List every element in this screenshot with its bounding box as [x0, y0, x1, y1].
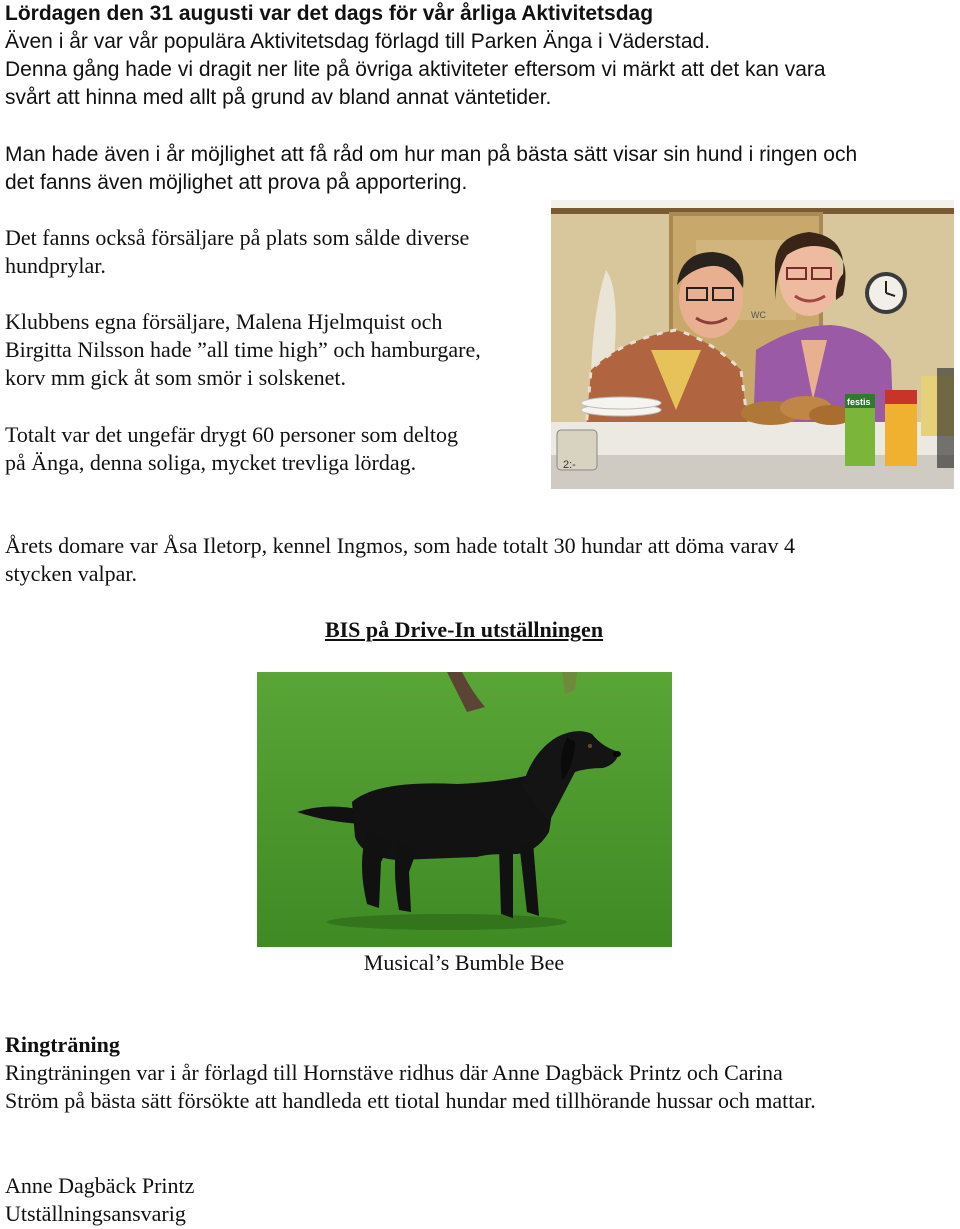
text-line: Årets domare var Åsa Iletorp, kennel Ingmos, som hade totalt 30 hundar att döma varav 4 [5, 533, 795, 558]
signature-role: Utställningsansvarig [5, 1201, 186, 1226]
signature-name: Anne Dagbäck Printz [5, 1173, 195, 1198]
text-line: det fanns även möjlighet att prova på apportering. [5, 171, 468, 194]
text-line: Man hade även i år möjlighet att få råd om hur man på bästa sätt visar sin hund i ringen och [5, 143, 858, 166]
text-line: Totalt var det ungefär drygt 60 personer som deltog [5, 422, 458, 447]
signature [5, 1172, 194, 1228]
paragraph-attendance [5, 421, 458, 477]
text-line: på Änga, denna soliga, mycket trevliga lördag. [5, 450, 417, 475]
dog-caption: Musical’s Bumble Bee [363, 950, 565, 975]
text-line: Klubbens egna försäljare, Malena Hjelmquist och [5, 309, 443, 334]
text-line: korv mm gick åt som smör i solskenet. [5, 365, 346, 390]
intro-section [5, 0, 826, 112]
paragraph-advice [5, 141, 857, 197]
intro-line: svårt att hinna med allt på grund av bland annat väntetider. [5, 86, 552, 109]
text-line: hundprylar. [5, 253, 106, 278]
bis-heading: BIS på Drive-In utställningen [324, 617, 604, 642]
text-line: Birgitta Nilsson hade ”all time high” och hamburgare, [5, 337, 481, 362]
section-heading: Ringträning [5, 1032, 120, 1057]
bis-dog-photo [257, 672, 672, 947]
price-sign: 2:- [563, 459, 576, 471]
paragraph-judge [5, 532, 795, 588]
wc-sign: WC [751, 310, 766, 320]
text-line: Ringträningen var i år förlagd till Hornstäve ridhus där Anne Dagbäck Printz och Carina [5, 1060, 783, 1085]
intro-line: Även i år var vår populära Aktivitetsdag förlagd till Parken Änga i Väderstad. [5, 30, 711, 53]
festis-label: festis [847, 397, 871, 407]
article-title: Lördagen den 31 augusti var det dags för vår årliga Aktivitetsdag [5, 2, 654, 25]
text-line: Det fanns också försäljare på plats som sålde diverse [5, 225, 470, 250]
text-line: stycken valpar. [5, 561, 137, 586]
kiosk-sellers-photo [551, 200, 954, 489]
paragraph-sellers [5, 224, 469, 280]
paragraph-club-sellers [5, 308, 481, 392]
intro-line: Denna gång hade vi dragit ner lite på övriga aktiviteter eftersom vi märkt att det kan vara [5, 58, 826, 81]
ring-training-section [5, 1031, 816, 1115]
text-line: Ström på bästa sätt försökte att handleda ett tiotal hundar med tillhörande hussar och mattar. [5, 1088, 816, 1113]
